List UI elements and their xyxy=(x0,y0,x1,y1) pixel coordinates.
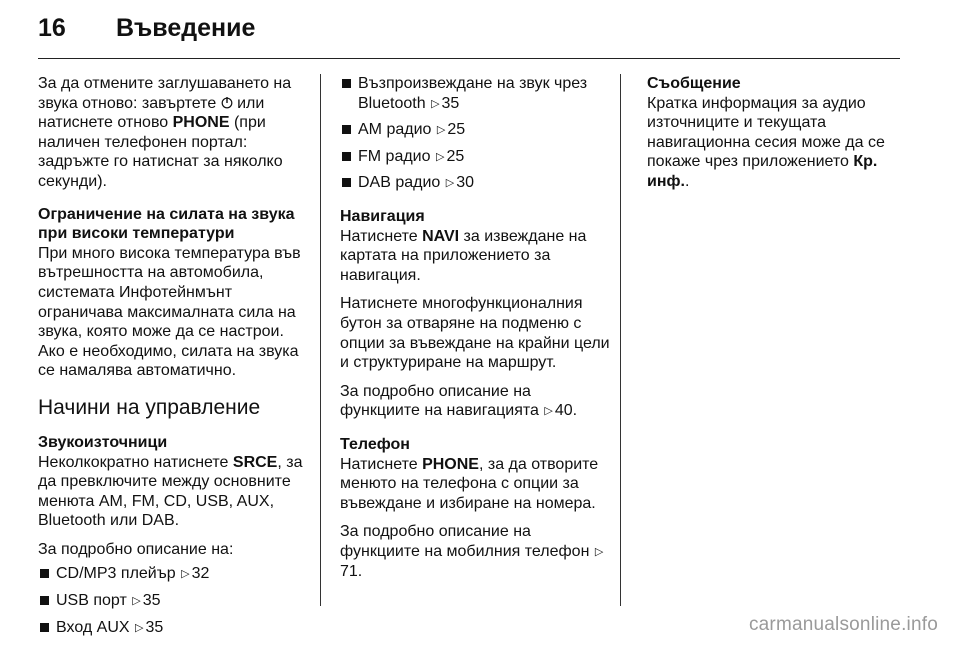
column-2 xyxy=(340,74,612,591)
volume-limit-paragraph: При много висока температура във вътрешността на автомобила, системата Инфотейнмънт ограничава максималната сила на звука, която може да се настрои. Ако е необходимо, силата на звука се намалява автоматично. xyxy=(38,244,301,380)
page-reference-icon: ▷ xyxy=(544,405,553,418)
phone-paragraph-1: Натиснете PHONE, за да отворите менюто на телефона с опции за въвеждане и избиране на номера. xyxy=(340,455,599,512)
page-title: Въведение xyxy=(116,14,256,42)
heading-phone: Телефон xyxy=(340,435,410,453)
list-item: USB порт ▷ 35 xyxy=(38,591,310,612)
list-item: AM радио ▷ 25 xyxy=(340,120,612,141)
list-item: FM радио ▷ 25 xyxy=(340,147,612,168)
heading-sources: Звукоизточници xyxy=(38,433,168,451)
list-item: DAB радио ▷ 30 xyxy=(340,173,612,194)
column-1 xyxy=(38,74,310,647)
navigation-paragraph-2: Натиснете многофункционалния бутон за отваряне на подменю с опции за въвеждане на крайни цели и структуриране на маршрут. xyxy=(340,295,610,372)
sources-paragraph: Неколкократно натиснете SRCE, за да превключите между основните менюта AM, FM, CD, USB, AUX, Bluetooth или DAB. xyxy=(38,453,303,530)
bullet-icon xyxy=(342,178,351,187)
bullet-icon xyxy=(342,152,351,161)
navigation-paragraph-1: Натиснете NAVI за извеждане на картата на приложението за навигация. xyxy=(340,227,587,284)
watermark: carmanualsonline.info xyxy=(748,614,938,635)
bullet-icon xyxy=(40,623,49,632)
column-divider xyxy=(620,74,621,606)
source-list-2 xyxy=(340,74,612,194)
phone-paragraph-2: За подробно описание на функциите на мобилния телефон ▷71. xyxy=(340,523,604,581)
source-list-1 xyxy=(38,564,310,638)
column-3 xyxy=(647,74,905,201)
list-item: Възпроизвеждане на звук чрез Bluetooth ▷ 35 xyxy=(340,74,612,114)
heading-messages: Съобщение xyxy=(647,75,741,92)
page-reference-icon: ▷ xyxy=(436,124,446,137)
heading-navigation: Навигация xyxy=(340,207,425,225)
navigation-paragraph-3: За подробно описание на функциите на навигацията ▷ 40. xyxy=(340,382,612,422)
list-item: CD/MP3 плейър ▷ 32 xyxy=(38,564,310,585)
section-title: Начини на управление xyxy=(38,395,261,419)
mute-paragraph: За да отмените заглушаването на звука отново: завъртете или натиснете отново PHONE (при наличен телефонен портал: задръжте го натиснат за няколко секунди). xyxy=(38,75,292,190)
bullet-icon xyxy=(342,125,351,134)
list-item: Вход AUX ▷ 35 xyxy=(38,618,310,639)
bullet-icon xyxy=(40,596,49,605)
page-reference-icon: ▷ xyxy=(132,595,141,608)
page-reference-icon: ▷ xyxy=(594,545,604,558)
page-reference-icon: ▷ xyxy=(445,177,455,190)
page-reference-icon: ▷ xyxy=(135,621,144,634)
details-intro: За подробно описание на: xyxy=(38,540,234,558)
header-rule xyxy=(38,58,900,59)
page-header xyxy=(38,14,255,43)
page-reference-icon: ▷ xyxy=(181,568,190,581)
bullet-icon xyxy=(342,79,351,88)
page-number: 16 xyxy=(38,14,66,42)
page-reference-icon: ▷ xyxy=(431,97,440,110)
bullet-icon xyxy=(40,569,49,578)
heading-volume-limit: Ограничение на силата на звука при високи температури xyxy=(38,205,295,243)
power-icon xyxy=(221,96,233,109)
messages-paragraph: Кратка информация за аудио източниците и текущата навигационна сесия може да се покаже чрез приложението Кр. инф.. xyxy=(647,94,885,190)
column-divider xyxy=(320,74,321,606)
page-reference-icon: ▷ xyxy=(435,150,445,163)
